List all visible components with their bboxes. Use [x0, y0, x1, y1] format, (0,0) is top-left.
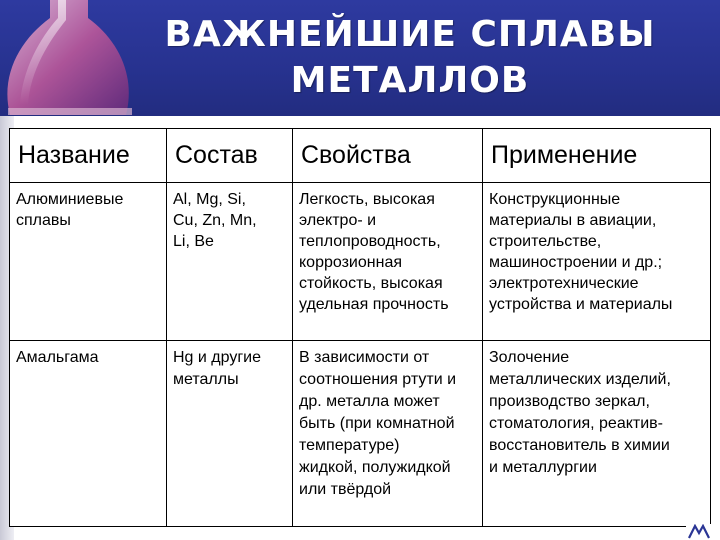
header-properties: Свойства [293, 129, 483, 183]
header-name: Название [10, 129, 167, 183]
table-row [10, 183, 711, 341]
header-application: Применение [483, 129, 711, 183]
slide-header [0, 0, 720, 116]
table-header-row [10, 129, 711, 183]
slide-title-line-1: ВАЖНЕЙШИЕ СПЛАВЫ [164, 14, 656, 55]
slide-title-line-2: МЕТАЛЛОВ [290, 60, 530, 101]
cell-application: Конструкционные материалы в авиации, строительстве, машиностроении и др.; электротехнические устройства и материалы [483, 183, 711, 341]
cell-composition: Al, Mg, Si, Cu, Zn, Mn, Li, Be [167, 183, 293, 341]
cell-composition: Hg и другие металлы [167, 341, 293, 527]
corner-logo-icon [686, 524, 712, 540]
header-composition: Состав [167, 129, 293, 183]
slide-title [120, 12, 700, 104]
alloys-table [9, 128, 711, 527]
cell-properties: Легкость, высокая электро- и теплопроводность, коррозионная стойкость, высокая удельная прочность [293, 183, 483, 341]
cell-properties: В зависимости от соотношения ртути и др. металла может быть (при комнатной температуре) жидкой, полужидкой или твёрдой [293, 341, 483, 527]
cell-name: Амальгама [10, 341, 167, 527]
cell-name: Алюминиевые сплавы [10, 183, 167, 341]
cell-application: Золочение металлических изделий, производство зеркал, стоматология, реактив- восстановитель в химии и металлургии [483, 341, 711, 527]
table-row [10, 341, 711, 527]
